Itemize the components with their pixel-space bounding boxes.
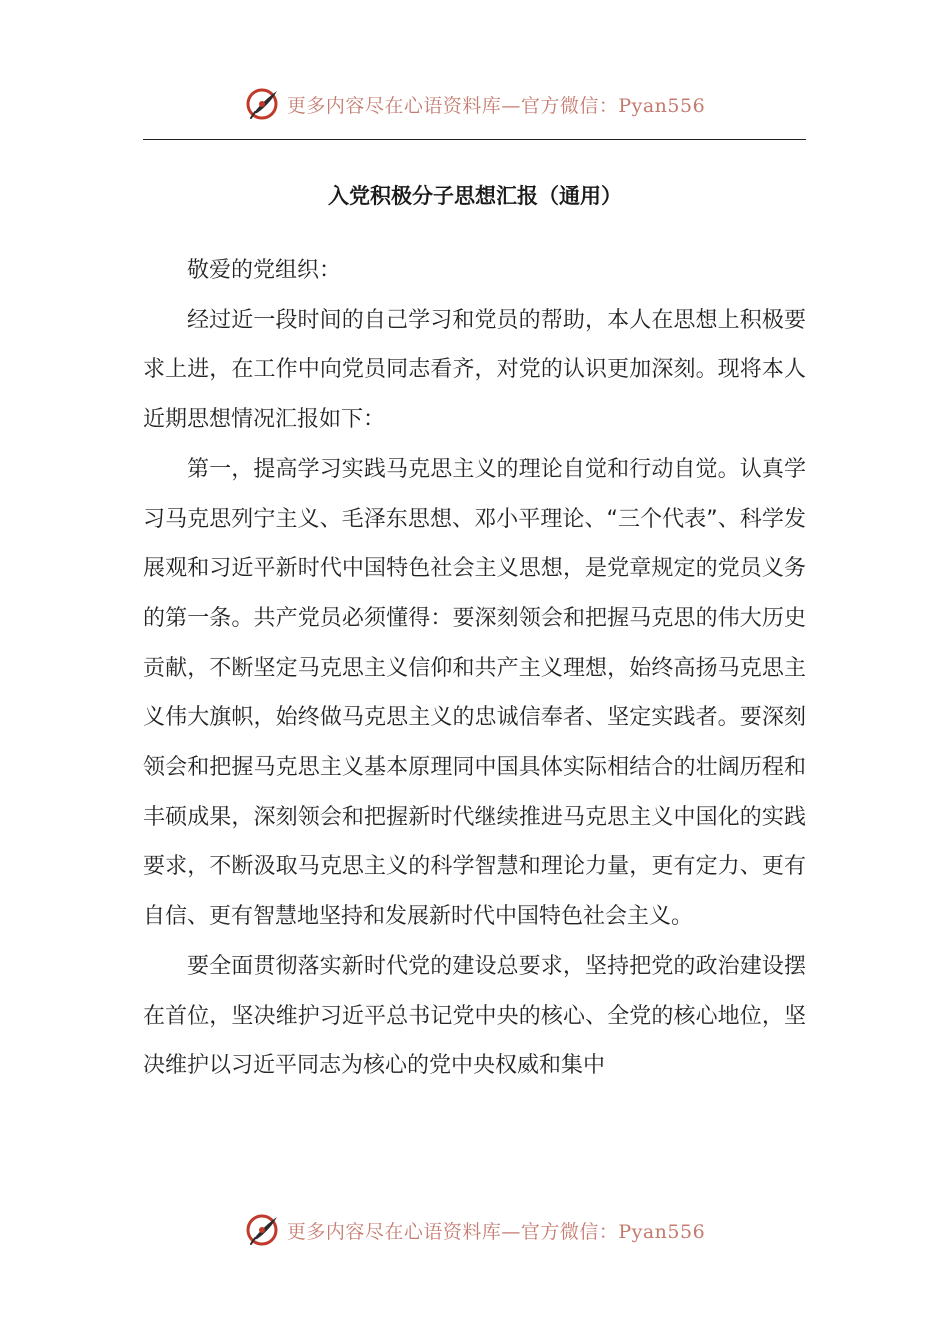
paragraph-1: 经过近一段时间的自己学习和党员的帮助，本人在思想上积极要求上进，在工作中向党员同志看齐，对党的认识更加深刻。现将本人近期思想情况汇报如下： xyxy=(143,307,806,433)
paragraph-2: 第一，提高学习实践马克思主义的理论自觉和行动自觉。认真学习马克思列宁主义、毛泽东思想、邓小平理论、“三个代表”、科学发展观和习近平新时代中国特色社会主义思想，是党章规定的党员义务的第一条。共产党员必须懂得：要深刻领会和把握马克思的伟大历史贡献，不断坚定马克思主义信仰和共产主义理想，始终高扬马克思主义伟大旗帜，始终做马克思主义的忠诚信奉者、坚定实践者。要深刻领会和把握马克思主义基本原理同中国具体实际相结合的壮阔历程和丰硕成果，深刻领会和把握新时代继续推进马克思主义中国化的实践要求，不断汲取马克思主义的科学智慧和理论力量，更有定力、更有自信、更有智慧地坚持和发展新时代中国特色社会主义。 xyxy=(143,456,806,930)
document-body xyxy=(143,246,806,1091)
footer-banner xyxy=(0,1210,950,1250)
quill-pen-logo-icon xyxy=(245,1212,281,1248)
document-title: 入党积极分子思想汇报（通用） xyxy=(328,184,622,208)
paragraph-3: 要全面贯彻落实新时代党的建设总要求，坚持把党的政治建设摆在首位，坚决维护习近平总书记党中央的核心、全党的核心地位，坚决维护以习近平同志为核心的党中央权威和集中 xyxy=(143,953,806,1079)
quill-pen-logo-icon xyxy=(245,86,281,122)
header-divider xyxy=(143,139,806,140)
footer-banner-text: 更多内容尽在心语资料库—官方微信：Pyan556 xyxy=(286,1220,706,1243)
header-banner xyxy=(0,84,950,124)
salutation: 敬爱的党组织： xyxy=(187,258,342,283)
header-banner-text: 更多内容尽在心语资料库—官方微信：Pyan556 xyxy=(286,94,706,117)
